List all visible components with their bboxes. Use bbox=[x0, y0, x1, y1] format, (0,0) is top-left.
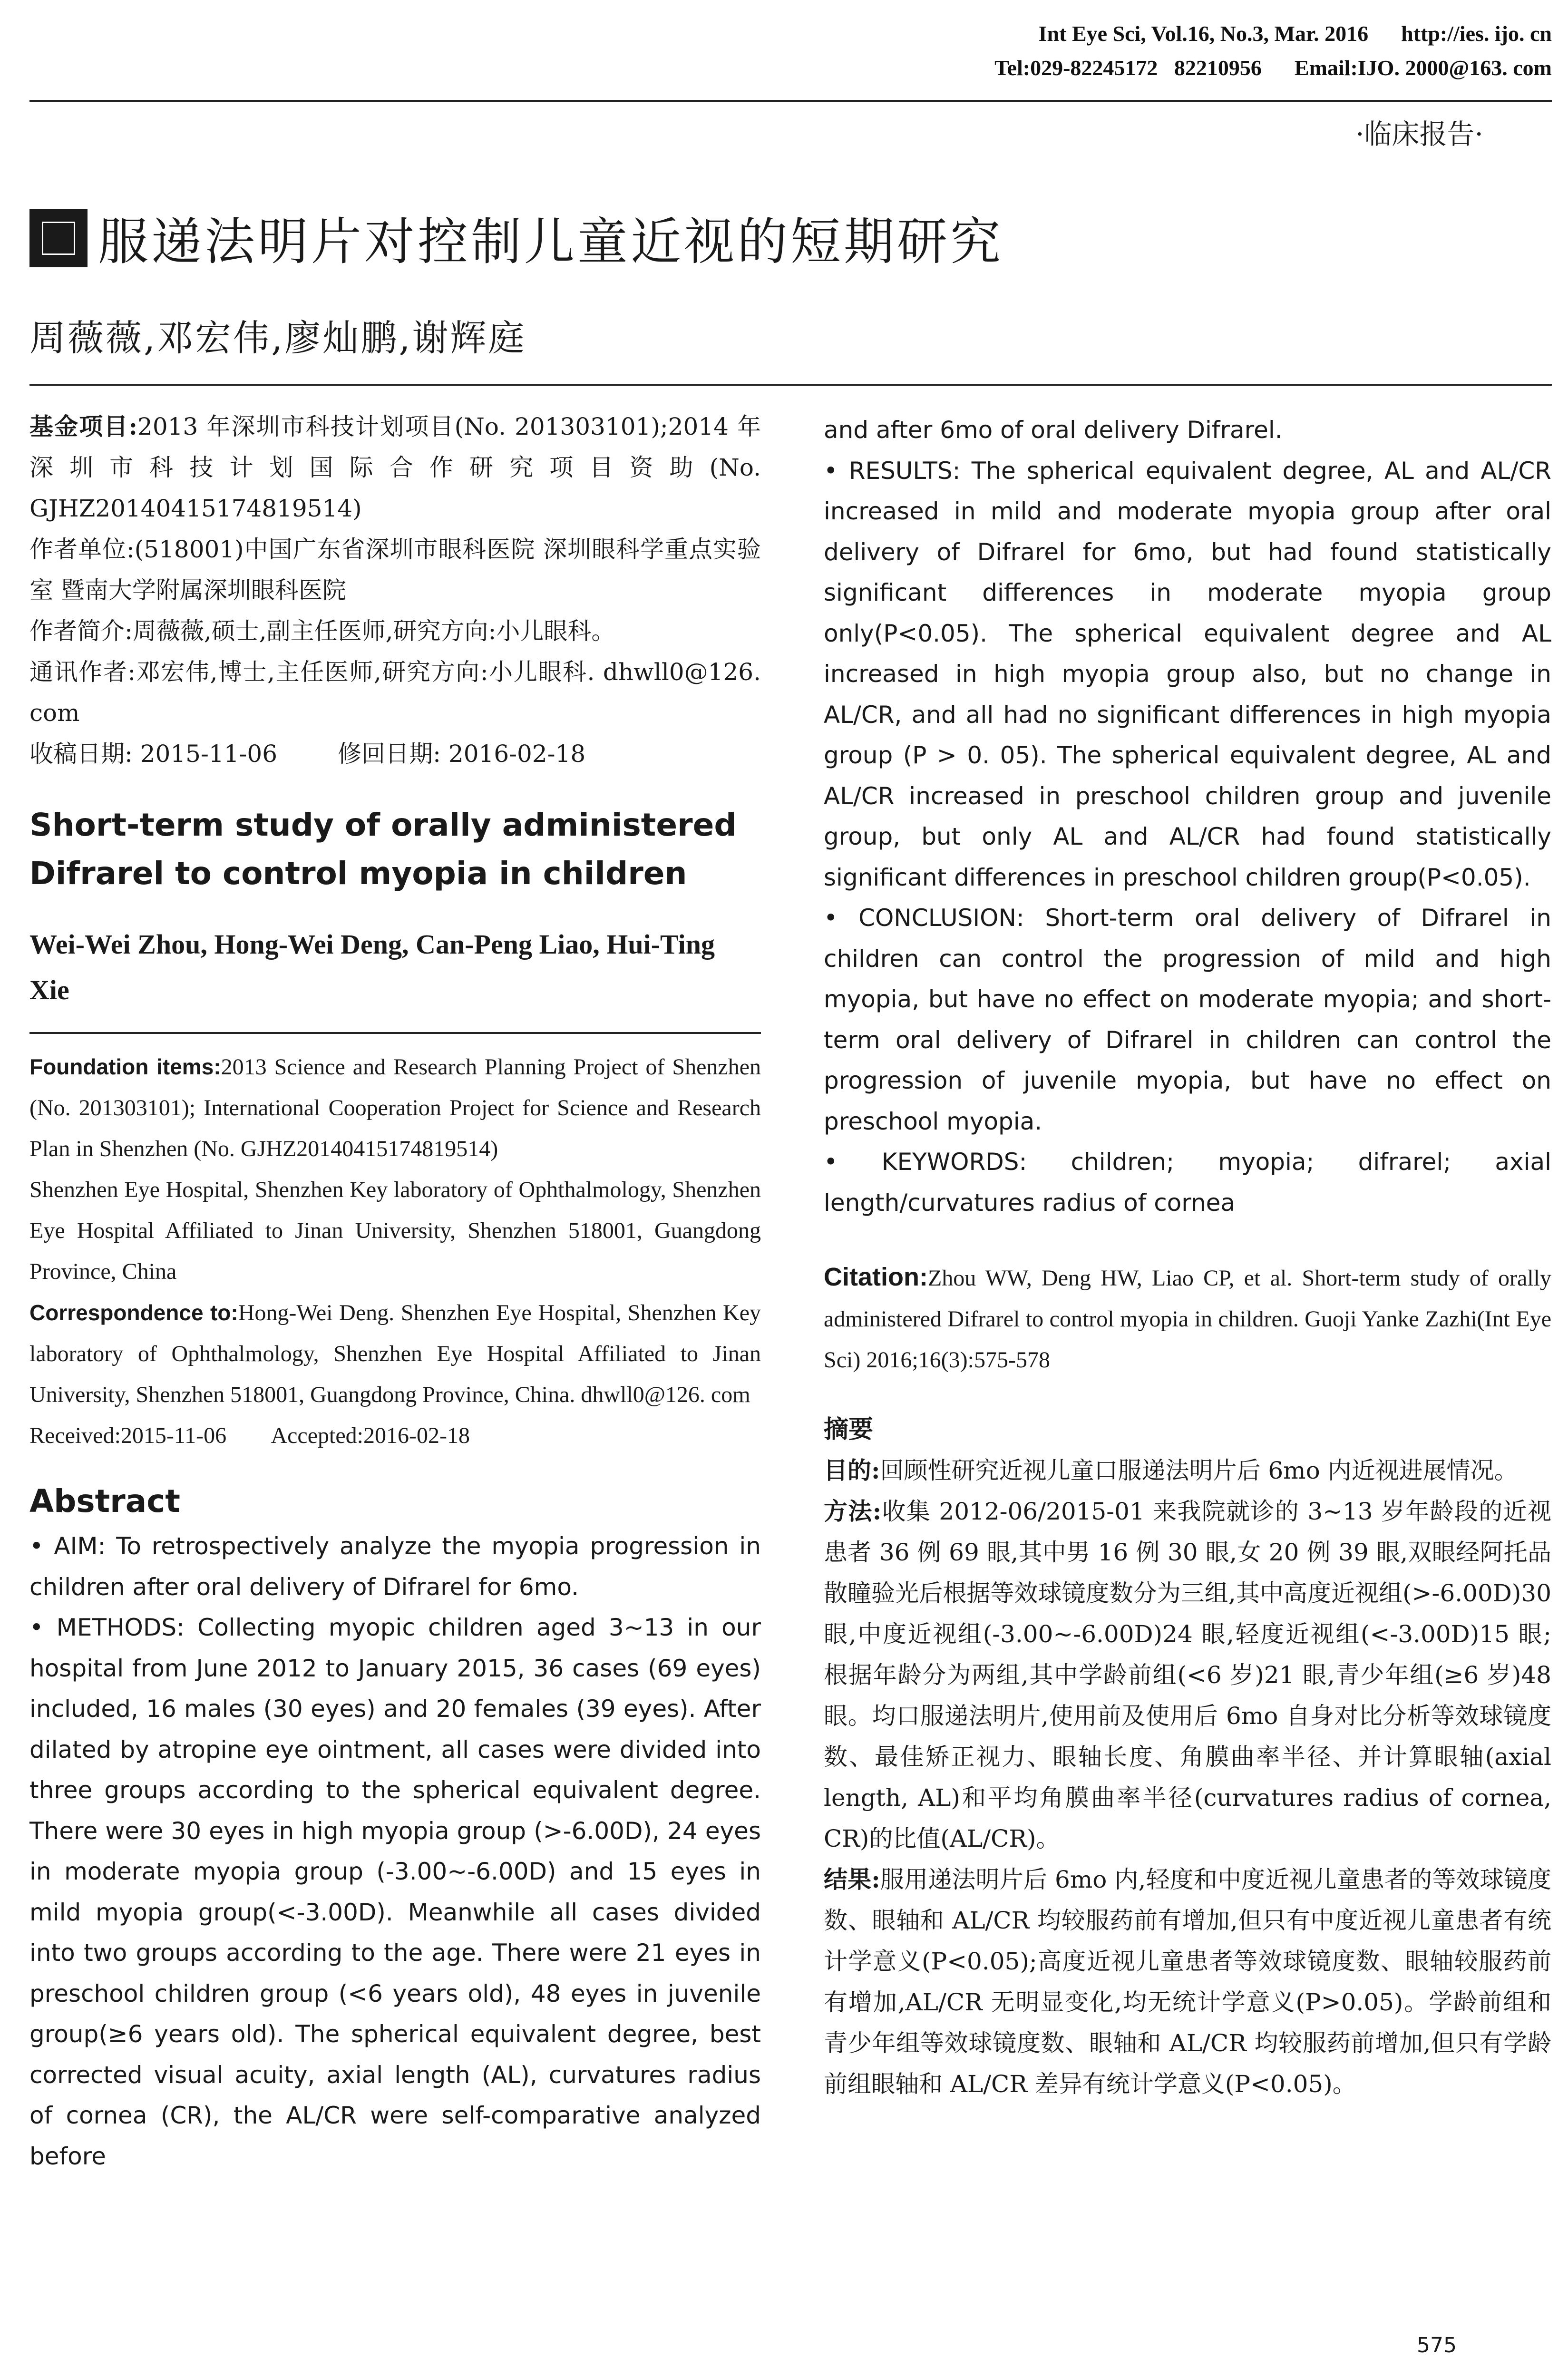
intro-text: 周薇薇,硕士,副主任医师,研究方向:小儿眼科。 bbox=[132, 617, 615, 645]
authors-rule bbox=[29, 1013, 761, 1034]
citation-label: Citation: bbox=[824, 1263, 928, 1291]
right-column bbox=[824, 410, 1551, 2104]
correspondence-text: Hong-Wei Deng. Shenzhen Eye Hospital, Shenzhen Key laboratory of Ophthalmology, Shenzhen Eye Hospital Affiliated to Jinan University, Shenzhen 518001, Guangdong Province, China. dhwll0@126. com bbox=[29, 1300, 761, 1407]
abstract-conclusion: • CONCLUSION: Short-term oral delivery of Difrarel in children can control the progression of mild and high myopia, but have no effect on moderate myopia; and short-term oral delivery of Difrarel in children can control the progression of juvenile myopia, but have no effect on preschool myopia. bbox=[824, 904, 1551, 1135]
unit-text: (518001)中国广东省深圳市眼科医院 深圳眼科学重点实验室 暨南大学附属深圳眼科医院 bbox=[29, 536, 761, 604]
zhaiyao-mudi bbox=[824, 1450, 1551, 1491]
zhaiyao-jieguo bbox=[824, 1859, 1551, 2104]
abstract-heading: Abstract bbox=[29, 1483, 180, 1520]
funding-text: 2013 年深圳市科技计划项目(No. 201303101);2014 年深圳市科技计划国际合作研究项目资助(No. GJHZ20140415174819514) bbox=[29, 413, 761, 522]
fangfa-label: 方法: bbox=[824, 1497, 882, 1525]
corr-text: 邓宏伟,博士,主任医师,研究方向:小儿眼科. dhwll0@126. com bbox=[29, 658, 761, 727]
correspondence bbox=[29, 1292, 761, 1415]
citation-text: Zhou WW, Deng HW, Liao CP, et al. Short-term study of orally administered Difrarel to control myopia in children. Guoji Yanke Zazhi(Int Eye Sci) 2016;16(3):575-578 bbox=[824, 1266, 1551, 1373]
fangfa-text: 收集 2012-06/2015-01 来我院就诊的 3~13 岁年龄段的近视患者 36 例 69 眼,其中男 16 例 30 眼,女 20 例 39 眼,双眼经阿托品散瞳验光后根据等效球镜度数分为三组,其中高度近视组(>-6.00D)30 眼,中度近视组(-3.00~-6.00D)24 眼,轻度近视组(<-3.00D)15 眼;根据年龄分为两组,其中学龄前组(<6 岁)21 眼,青少年组(≥6 岁)48 眼。均口服递法明片,使用前及使用后 6mo 自身对比分析等效球镜度数、最佳矫正视力、眼轴长度、角膜曲率半径、并计算眼轴(axial length, AL)和平均角膜曲率半径(curvatures radius of cornea, CR)的比值(AL/CR)。 bbox=[824, 1498, 1551, 1852]
article-title-cn: 服递法明片对控制儿童近视的短期研究 bbox=[98, 213, 1003, 271]
title-square-icon bbox=[29, 209, 88, 267]
header-rule bbox=[29, 100, 1552, 102]
jieguo-text: 服用递法明片后 6mo 内,轻度和中度近视儿童患者的等效球镜度数、眼轴和 AL/CR 均较服药前有增加,但只有中度近视儿童患者有统计学意义(P<0.05);高度近视儿童患者等效球镜度数、眼轴较服药前有增加,AL/CR 无明显变化,均无统计学意义(P>0.05)。学龄前组和青少年组等效球镜度数、眼轴和 AL/CR 均较服药前增加,但只有学龄前组眼轴和 AL/CR 差异有统计学意义(P<0.05)。 bbox=[824, 1866, 1551, 2098]
zhaiyao-fangfa bbox=[824, 1491, 1551, 1859]
correspondence-label: Correspondence to: bbox=[29, 1300, 238, 1325]
intro-label: 作者简介: bbox=[29, 617, 133, 645]
funding-cn bbox=[29, 406, 761, 529]
title-rule bbox=[29, 384, 1552, 386]
dates-cn: 收稿日期: 2015-11-06 修回日期: 2016-02-18 bbox=[29, 740, 586, 768]
authors-cn: 周薇薇,邓宏伟,廖灿鹏,谢辉庭 bbox=[29, 317, 526, 359]
affiliation: Shenzhen Eye Hospital, Shenzhen Key laboratory of Ophthalmology, Shenzhen Eye Hospital Affiliated to Jinan University, Shenzhen 518001, Guangdong Province, China bbox=[29, 1177, 761, 1284]
funding-label: 基金项目: bbox=[29, 412, 138, 440]
left-column bbox=[29, 406, 761, 2177]
mudi-label: 目的: bbox=[824, 1456, 880, 1484]
abstract-aim: • AIM: To retrospectively analyze the myopia progression in children after oral delivery of Difrarel for 6mo. bbox=[29, 1532, 761, 1601]
corr-label: 通讯作者: bbox=[29, 658, 136, 686]
foundation-label: Foundation items: bbox=[29, 1054, 221, 1079]
abstract-methods-cont: and after 6mo of oral delivery Difrarel. bbox=[824, 416, 1283, 444]
jieguo-label: 结果: bbox=[824, 1865, 880, 1893]
foundation-items bbox=[29, 1046, 761, 1169]
intro-cn bbox=[29, 611, 761, 652]
received-accepted: Received:2015-11-06 Accepted:2016-02-18 bbox=[29, 1423, 470, 1448]
zhaiyao-heading: 摘要 bbox=[824, 1415, 874, 1444]
unit-cn bbox=[29, 529, 761, 611]
journal-header-line2: Tel:029-82245172 82210956 Email:IJO. 2000@163. com bbox=[994, 56, 1552, 80]
unit-label: 作者单位: bbox=[29, 536, 135, 563]
mudi-text: 回顾性研究近视儿童口服递法明片后 6mo 内近视进展情况。 bbox=[880, 1457, 1518, 1484]
english-title: Short-term study of orally administered Difrarel to control myopia in children bbox=[29, 807, 737, 892]
citation bbox=[824, 1257, 1551, 1381]
foundation-text: 2013 Science and Research Planning Project of Shenzhen (No. 201303101); International Cooperation Project for Science and Research Plan in Shenzhen (No. GJHZ20140415174819514) bbox=[29, 1054, 761, 1161]
abstract-methods: • METHODS: Collecting myopic children aged 3~13 in our hospital from June 2012 to January 2015, 36 cases (69 eyes) included, 16 males (30 eyes) and 20 females (39 eyes). After dilated by atropine eye ointment, all cases were divided into three groups according to the spherical equivalent degree. There were 30 eyes in high myopia group (>-6.00D), 24 eyes in moderate myopia group (-3.00~-6.00D) and 15 eyes in mild myopia group(<-3.00D). Meanwhile all cases divided into two groups according to the age. There were 21 eyes in preschool children group (<6 years old), 48 eyes in juvenile group(≥6 years old). The spherical equivalent degree, best corrected visual acuity, axial length (AL), curvatures radius of cornea (CR), the AL/CR were self-comparative analyzed before bbox=[29, 1614, 761, 2170]
corr-cn bbox=[29, 652, 761, 733]
abstract-results: • RESULTS: The spherical equivalent degree, AL and AL/CR increased in mild and moderate myopia group after oral delivery of Difrarel for 6mo, but had found statistically significant differences in moderate myopia group only(P<0.05). The spherical equivalent degree and AL increased in high myopia group also, but no change in AL/CR, and all had no significant differences in high myopia group (P > 0. 05). The spherical equivalent degree, AL and AL/CR increased in preschool children group and juvenile group, but only AL and AL/CR had found statistically significant differences in preschool children group(P<0.05). bbox=[824, 457, 1551, 891]
section-tag: ·临床报告· bbox=[1355, 118, 1483, 150]
page-number: 575 bbox=[1417, 2333, 1457, 2358]
journal-header-line1: Int Eye Sci, Vol.16, No.3, Mar. 2016 http://ies. ijo. cn bbox=[1038, 21, 1552, 46]
english-authors: Wei-Wei Zhou, Hong-Wei Deng, Can-Peng Liao, Hui-Ting Xie bbox=[29, 929, 715, 1005]
abstract-keywords: • KEYWORDS: children; myopia; difrarel; axial length/curvatures radius of cornea bbox=[824, 1148, 1551, 1217]
